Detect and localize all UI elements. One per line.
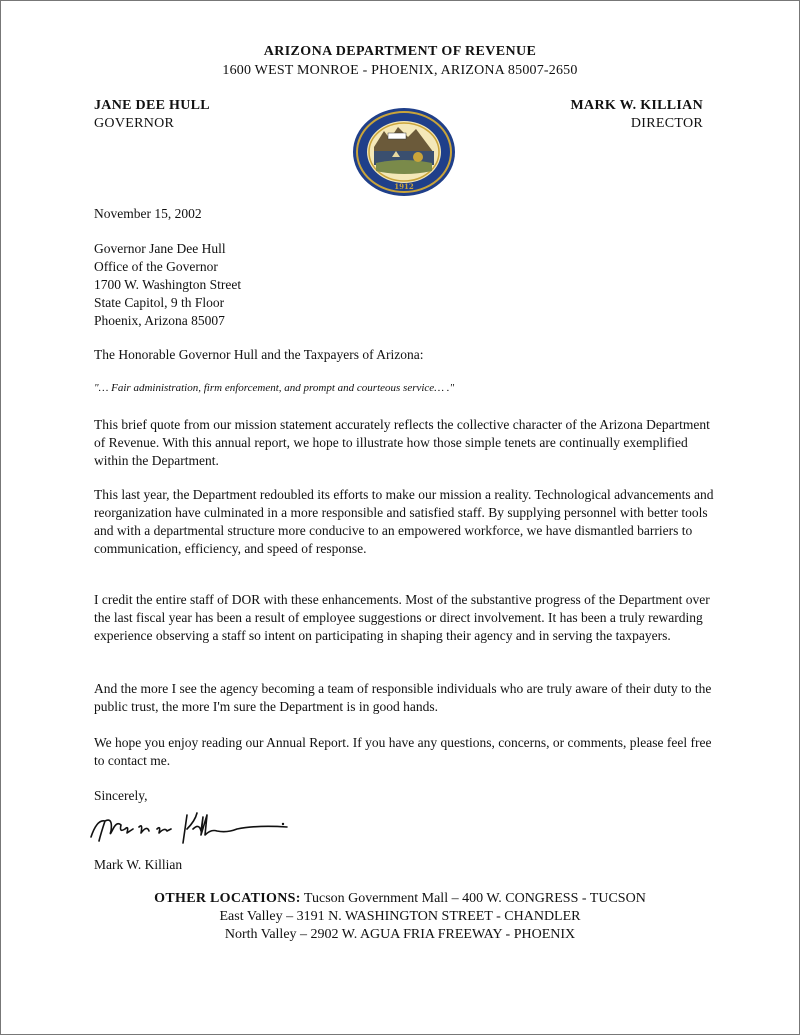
recipient-address [94, 240, 241, 330]
recipient-line: Phoenix, Arizona 85007 [94, 313, 225, 328]
department-address: 1600 WEST MONROE - PHOENIX, ARIZONA 85007-2650 [222, 63, 578, 78]
location-line: Tucson Government Mall – 400 W. CONGRESS - TUCSON [300, 891, 646, 906]
governor-title: GOVERNOR [94, 116, 175, 131]
signature-icon [87, 807, 297, 847]
location-line: North Valley – 2902 W. AGUA FRIA FREEWAY - PHOENIX [224, 927, 576, 942]
salutation: The Honorable Governor Hull and the Taxpayers of Arizona: [94, 347, 424, 362]
mission-quote: "… Fair administration, firm enforcement, and prompt and courteous service… ." [94, 382, 455, 394]
seal-year: 1912 [394, 182, 414, 191]
letter-date: November 15, 2002 [94, 206, 202, 221]
recipient-line: State Capitol, 9 th Floor [94, 295, 225, 310]
recipient-line: 1700 W. Washington Street [94, 277, 242, 292]
recipient-line: Office of the Governor [94, 259, 218, 274]
paragraph: And the more I see the agency becoming a team of responsible individuals who are truly aware of their duty to the public trust, the more I'm sure the Department is in good hands. [94, 681, 712, 714]
governor-name: JANE DEE HULL [94, 98, 210, 113]
director-name: MARK W. KILLIAN [570, 98, 703, 113]
state-seal-icon [352, 107, 456, 197]
director-title: DIRECTOR [630, 116, 703, 131]
department-name: ARIZONA DEPARTMENT OF REVENUE [263, 44, 537, 59]
paragraph: This last year, the Department redoubled its efforts to make our mission a reality. Technological advancements and reorganization have culminated in a more responsible and satisfied staff. By supplying personnel with better tools and with a departmental structure more conducive to an empowered workforce, we have dismantled barriers to communication, efficiency, and speed of response. [94, 487, 714, 556]
location-line: East Valley – 3191 N. WASHINGTON STREET - CHANDLER [219, 909, 581, 924]
signer-name: Mark W. Killian [94, 857, 183, 872]
other-locations-label: OTHER LOCATIONS: [154, 891, 301, 906]
other-locations [1, 890, 799, 944]
paragraph: We hope you enjoy reading our Annual Report. If you have any questions, concerns, or comments, please feel free to contact me. [94, 735, 712, 768]
closing: Sincerely, [94, 788, 148, 803]
paragraph: This brief quote from our mission statement accurately reflects the collective character of the Arizona Department of Revenue. With this annual report, we hope to illustrate how those simple tenets are continually exemplified within the Department. [94, 417, 710, 468]
paragraph: I credit the entire staff of DOR with these enhancements. Most of the substantive progress of the Department over the last fiscal year has been a result of employee suggestions or direct involvement. It has been a truly rewarding experience observing a staff so intent on participating in shaping their agency and in serving the taxpayers. [94, 592, 710, 643]
recipient-line: Governor Jane Dee Hull [94, 241, 226, 256]
